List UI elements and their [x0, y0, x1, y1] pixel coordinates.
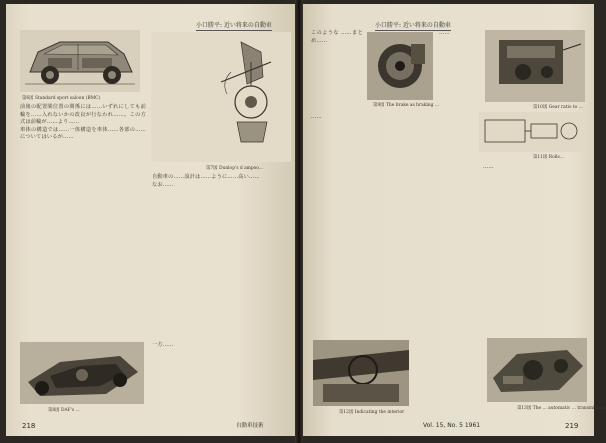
left-text-b: 車体の構造では……一体構造を車体……各部の……についてはいるが…… — [20, 126, 146, 140]
fig10-drawing — [485, 30, 585, 102]
gutter — [295, 0, 303, 443]
fig12-caption: 第12図 Indicating the interior — [339, 410, 405, 415]
left-running-header: 小口勝平: 近い将来の自動車 — [196, 22, 272, 29]
left-page — [6, 4, 295, 436]
fig9-brake-photo — [367, 32, 433, 100]
right-column-3 — [311, 114, 479, 334]
fig10-engine-photo — [485, 30, 585, 102]
fig13-caption: 第13図 The ... automatic ... transmission — [517, 406, 606, 411]
left-page-number: 218 — [22, 422, 36, 430]
right-page-number: 219 — [565, 422, 579, 430]
fig11-layout-diagram — [479, 112, 585, 152]
left-text-c: 自動車の……設計は……ように……高い…… — [152, 174, 260, 180]
right-text-a: このような ……まとめ…… — [311, 30, 363, 44]
fig10-caption: 第10図 Gear ratio to ... — [533, 105, 583, 110]
left-text-a: 前後の配置間位置の関係には……いずれにしても前輪を……入れないかの改良が行なわれ……。この方式は前輪が……より…… — [20, 104, 146, 125]
fig9-caption: 第9図 The brake as braking ... — [373, 103, 439, 108]
fig9-drawing — [367, 32, 433, 100]
left-text-d: なお…… — [152, 181, 174, 188]
right-text-d: …… — [483, 164, 494, 170]
left-column-1 — [20, 104, 146, 337]
left-text-e: 一方…… — [152, 342, 174, 348]
fig6-caption: 第6図 Standard sport saloon (BMC) — [22, 96, 101, 101]
right-column-4 — [483, 164, 587, 334]
fig8-caption: 第8図 DAF's ... — [48, 408, 80, 413]
journal-name: 自動車技術 — [236, 423, 264, 429]
fig7-caption: 第7図 Dunlop's d ampoo... — [206, 166, 264, 171]
right-column-2 — [439, 30, 479, 120]
left-column-3 — [152, 342, 286, 412]
fig13-transmission-photo — [487, 338, 587, 402]
fig11-caption: 第11図 Rolls... — [533, 155, 564, 160]
right-text-c: …… — [311, 114, 322, 120]
right-running-header: 小口勝平: 近い将来の自動車 — [375, 22, 451, 29]
volume-info: Vol. 15, No. 5 1961 — [423, 422, 481, 429]
right-page — [303, 4, 606, 436]
fig8-chassis-photo — [20, 342, 144, 404]
right-column-1 — [311, 30, 363, 112]
fig8-drawing — [20, 342, 144, 404]
fig12-interior-photo — [313, 340, 409, 406]
right-text-b: …… — [439, 30, 450, 36]
fig12-drawing — [313, 340, 409, 406]
left-column-2 — [152, 174, 286, 337]
fig7-suspension-drawing — [151, 32, 291, 162]
fig11-drawing — [479, 112, 585, 152]
fig6-car-cutaway — [20, 30, 140, 92]
fig13-drawing — [487, 338, 587, 402]
fig6-drawing — [20, 30, 140, 92]
fig7-drawing — [151, 32, 291, 162]
